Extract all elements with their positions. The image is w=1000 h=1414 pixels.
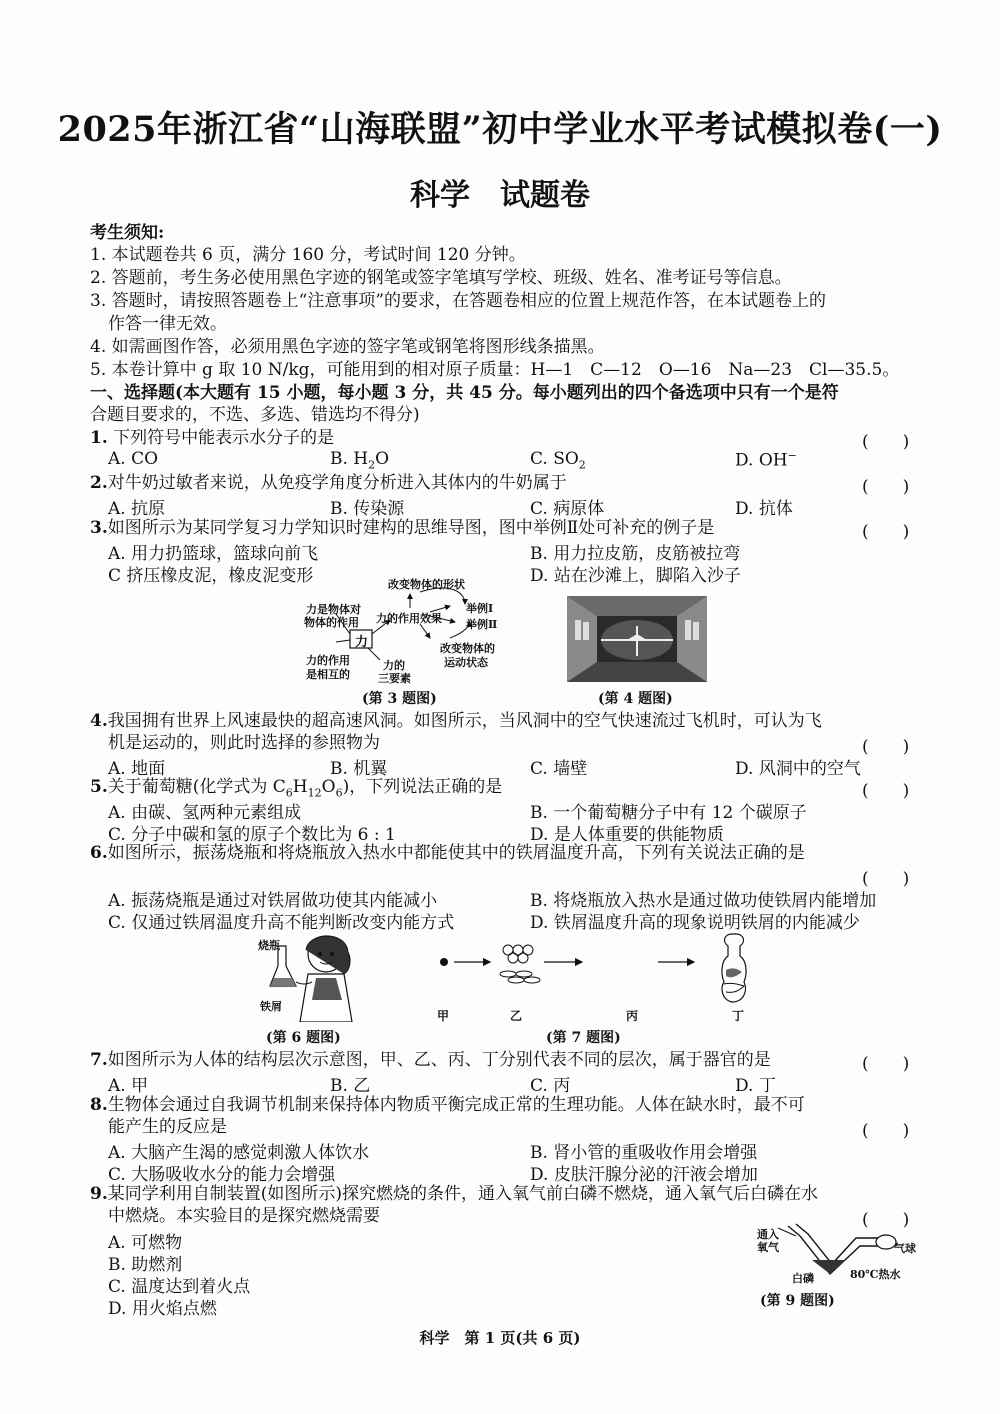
fig7-label-yi: 乙 bbox=[510, 1009, 523, 1023]
q4-option-d: D. 风洞中的空气 bbox=[735, 759, 861, 779]
fig9-hot-water: 80℃热水 bbox=[850, 1268, 901, 1281]
notice-heading: 考生须知: bbox=[90, 223, 165, 243]
q8-option-c: C. 大肠吸收水分的能力会增强 bbox=[108, 1165, 336, 1185]
q9-option-c: C. 温度达到着火点 bbox=[108, 1277, 251, 1297]
q2-option-a: A. 抗原 bbox=[108, 499, 166, 519]
q6-option-c: C. 仅通过铁屑温度升高不能判断改变内能方式 bbox=[108, 913, 455, 933]
question-1 bbox=[90, 427, 334, 449]
q2-option-b: B. 传染源 bbox=[330, 499, 405, 519]
question-4-cont: 机是运动的，则此时选择的参照物为 bbox=[108, 733, 380, 753]
fig6-caption: (第 6 题图) bbox=[266, 1030, 341, 1046]
fig3-force: 力 bbox=[355, 635, 369, 650]
q5-option-a: A. 由碳、氢两种元素组成 bbox=[108, 803, 302, 823]
q5-option-c: C. 分子中碳和氢的原子个数比为 6 : 1 bbox=[108, 825, 396, 845]
q4-option-b: B. 机翼 bbox=[330, 759, 388, 779]
question-5: 5.关于葡萄糖(化学式为 $C_6H_{12}O_6$)，下列说法正确的是 bbox=[90, 777, 503, 800]
fig6-flask-label: 烧瓶 bbox=[258, 939, 280, 952]
answer-paren-4[interactable]: ( ) bbox=[862, 737, 910, 757]
question-3: 3.如图所示为某同学复习力学知识时建构的思维导图，图中举例Ⅱ处可补充的例子是 bbox=[90, 518, 715, 538]
fig6-filings-label: 铁屑 bbox=[260, 1000, 282, 1013]
answer-paren-6[interactable]: ( ) bbox=[862, 869, 910, 889]
page-footer: 科学 第 1 页(共 6 页) bbox=[419, 1329, 581, 1347]
q1-option-d: D. OH− bbox=[735, 449, 797, 471]
answer-paren-1[interactable]: ( ) bbox=[862, 432, 910, 452]
fig7-label-jia: 甲 bbox=[437, 1009, 450, 1023]
q1-option-a: A. CO bbox=[108, 449, 159, 469]
figure-7-structure-levels bbox=[432, 930, 762, 1010]
q9-option-b: B. 助燃剂 bbox=[108, 1255, 183, 1275]
q2-option-c: C. 病原体 bbox=[530, 499, 605, 519]
q7-option-c: C. 丙 bbox=[530, 1076, 571, 1096]
question-stem: 下列符号中能表示水分子的是 bbox=[113, 428, 335, 448]
q8-option-d: D. 皮肤汗腺分泌的汗液会增加 bbox=[530, 1165, 758, 1185]
fig3-change-shape: 改变物体的形状 bbox=[388, 578, 465, 591]
q2-option-d: D. 抗体 bbox=[735, 499, 793, 519]
q7-option-d: D. 丁 bbox=[735, 1076, 776, 1096]
fig3-interaction-2: 物体的作用 bbox=[304, 616, 359, 629]
answer-paren-2[interactable]: ( ) bbox=[862, 477, 910, 497]
page-subtitle: 科学 试题卷 bbox=[410, 178, 590, 213]
notice-item-5: 5. 本卷计算中 g 取 10 N/kg，可能用到的相对原子质量：H—1 C—12 O—16 Na—23 Cl—35.5。 bbox=[90, 360, 900, 380]
question-7: 7.如图所示为人体的结构层次示意图，甲、乙、丙、丁分别代表不同的层次，属于器官的是 bbox=[90, 1050, 771, 1070]
q8-option-b: B. 肾小管的重吸收作用会增强 bbox=[530, 1143, 758, 1163]
notice-item-2: 2. 答题前，考生务必使用黑色字迹的钢笔或签字笔填写学校、班级、姓名、准考证号等信息。 bbox=[90, 268, 792, 288]
q1-option-b: B. $H_2O$ bbox=[330, 449, 390, 472]
notice-item-1: 1. 本试题卷共 6 页，满分 160 分，考试时间 120 分钟。 bbox=[90, 245, 526, 265]
q1-option-c: C. $SO_2$ bbox=[530, 449, 586, 472]
answer-paren-3[interactable]: ( ) bbox=[862, 522, 910, 542]
fig3-interaction-1: 力是物体对 bbox=[306, 603, 361, 616]
section-heading-line1: 一、选择题(本大题有 15 小题，每小题 3 分，共 45 分。每小题列出的四个备选项中只有一个是符 bbox=[90, 383, 839, 403]
fig7-caption: (第 7 题图) bbox=[546, 1030, 621, 1046]
q4-option-c: C. 墙壁 bbox=[530, 759, 588, 779]
fig7-label-ding: 丁 bbox=[732, 1009, 745, 1023]
q9-option-d: D. 用火焰点燃 bbox=[108, 1299, 217, 1319]
fig3-example-2: 举例Ⅱ bbox=[466, 618, 498, 631]
question-6: 6.如图所示，振荡烧瓶和将烧瓶放入热水中都能使其中的铁屑温度升高，下列有关说法正确的是 bbox=[90, 843, 805, 863]
fig9-phosphorus: 白磷 bbox=[792, 1272, 814, 1285]
q5-option-b: B. 一个葡萄糖分子中有 12 个碳原子 bbox=[530, 803, 807, 823]
notice-item-3: 3. 答题时，请按照答题卷上“注意事项”的要求，在答题卷相应的位置上规范作答，在本试题卷上的 bbox=[90, 291, 827, 311]
q4-option-a: A. 地面 bbox=[108, 759, 166, 779]
fig3-mutual-1: 力的作用 bbox=[306, 654, 350, 667]
figure-4-wind-tunnel bbox=[567, 596, 707, 682]
fig3-three-2: 三要素 bbox=[378, 672, 411, 685]
fig9-balloon: 气球 bbox=[894, 1242, 916, 1255]
question-number: 1. bbox=[90, 428, 108, 448]
fig9-oxygen-1: 通入 bbox=[757, 1228, 779, 1241]
q9-option-a: A. 可燃物 bbox=[108, 1233, 183, 1253]
fig7-label-bing: 丙 bbox=[626, 1009, 639, 1023]
question-9: 9.某同学利用自制装置(如图所示)探究燃烧的条件，通入氧气前白磷不燃烧，通入氧气后白磷在水 bbox=[90, 1184, 819, 1204]
question-2: 2.对牛奶过敏者来说，从免疫学角度分析进入其体内的牛奶属于 bbox=[90, 473, 567, 493]
fig3-example-1: 举例Ⅰ bbox=[466, 602, 494, 615]
q8-option-a: A. 大脑产生渴的感觉刺激人体饮水 bbox=[108, 1143, 370, 1163]
q3-option-d: D. 站在沙滩上，脚陷入沙子 bbox=[530, 566, 741, 586]
notice-item-3-cont: 作答一律无效。 bbox=[108, 314, 227, 334]
question-8-cont: 能产生的反应是 bbox=[108, 1117, 227, 1137]
q6-option-b: B. 将烧瓶放入热水是通过做功使铁屑内能增加 bbox=[530, 891, 877, 911]
question-4: 4.我国拥有世界上风速最快的超高速风洞。如图所示，当风洞中的空气快速流过飞机时，可认为飞 bbox=[90, 711, 822, 731]
q6-option-a: A. 振荡烧瓶是通过对铁屑做功使其内能减小 bbox=[108, 891, 438, 911]
q7-option-a: A. 甲 bbox=[108, 1076, 149, 1096]
question-9-cont: 中燃烧。本实验目的是探究燃烧需要 bbox=[108, 1206, 380, 1226]
fig9-caption: (第 9 题图) bbox=[760, 1293, 835, 1309]
fig4-caption: (第 4 题图) bbox=[598, 691, 673, 707]
answer-paren-5[interactable]: ( ) bbox=[862, 781, 910, 801]
answer-paren-9[interactable]: ( ) bbox=[862, 1210, 910, 1230]
question-8: 8.生物体会通过自我调节机制来保持体内物质平衡完成正常的生理功能。人体在缺水时，最不可 bbox=[90, 1095, 805, 1115]
notice-item-4: 4. 如需画图作答，必须用黑色字迹的签字笔或钢笔将图形线条描黑。 bbox=[90, 337, 605, 357]
section-heading-line2: 合题目要求的，不选、多选、错选均不得分) bbox=[90, 405, 420, 425]
answer-paren-7[interactable]: ( ) bbox=[862, 1054, 910, 1074]
fig3-three-1: 力的 bbox=[383, 659, 405, 672]
fig3-motion-2: 运动状态 bbox=[444, 656, 488, 669]
fig3-effect: 力的作用效果 bbox=[376, 612, 442, 625]
fig3-mutual-2: 是相互的 bbox=[306, 668, 350, 681]
q7-option-b: B. 乙 bbox=[330, 1076, 371, 1096]
fig9-oxygen-2: 氧气 bbox=[757, 1241, 779, 1254]
q3-option-b: B. 用力拉皮筋，皮筋被拉弯 bbox=[530, 544, 741, 564]
page-title: 2025年浙江省“山海联盟”初中学业水平考试模拟卷(一) bbox=[57, 109, 943, 150]
q5-option-d: D. 是人体重要的供能物质 bbox=[530, 825, 724, 845]
fig3-caption: (第 3 题图) bbox=[362, 691, 437, 707]
answer-paren-8[interactable]: ( ) bbox=[862, 1121, 910, 1141]
q3-option-a: A. 用力扔篮球，篮球向前飞 bbox=[108, 544, 319, 564]
fig3-motion-1: 改变物体的 bbox=[440, 642, 495, 655]
q3-option-c: C 挤压橡皮泥，橡皮泥变形 bbox=[108, 566, 314, 586]
q6-option-d: D. 铁屑温度升高的现象说明铁屑的内能减少 bbox=[530, 913, 860, 933]
